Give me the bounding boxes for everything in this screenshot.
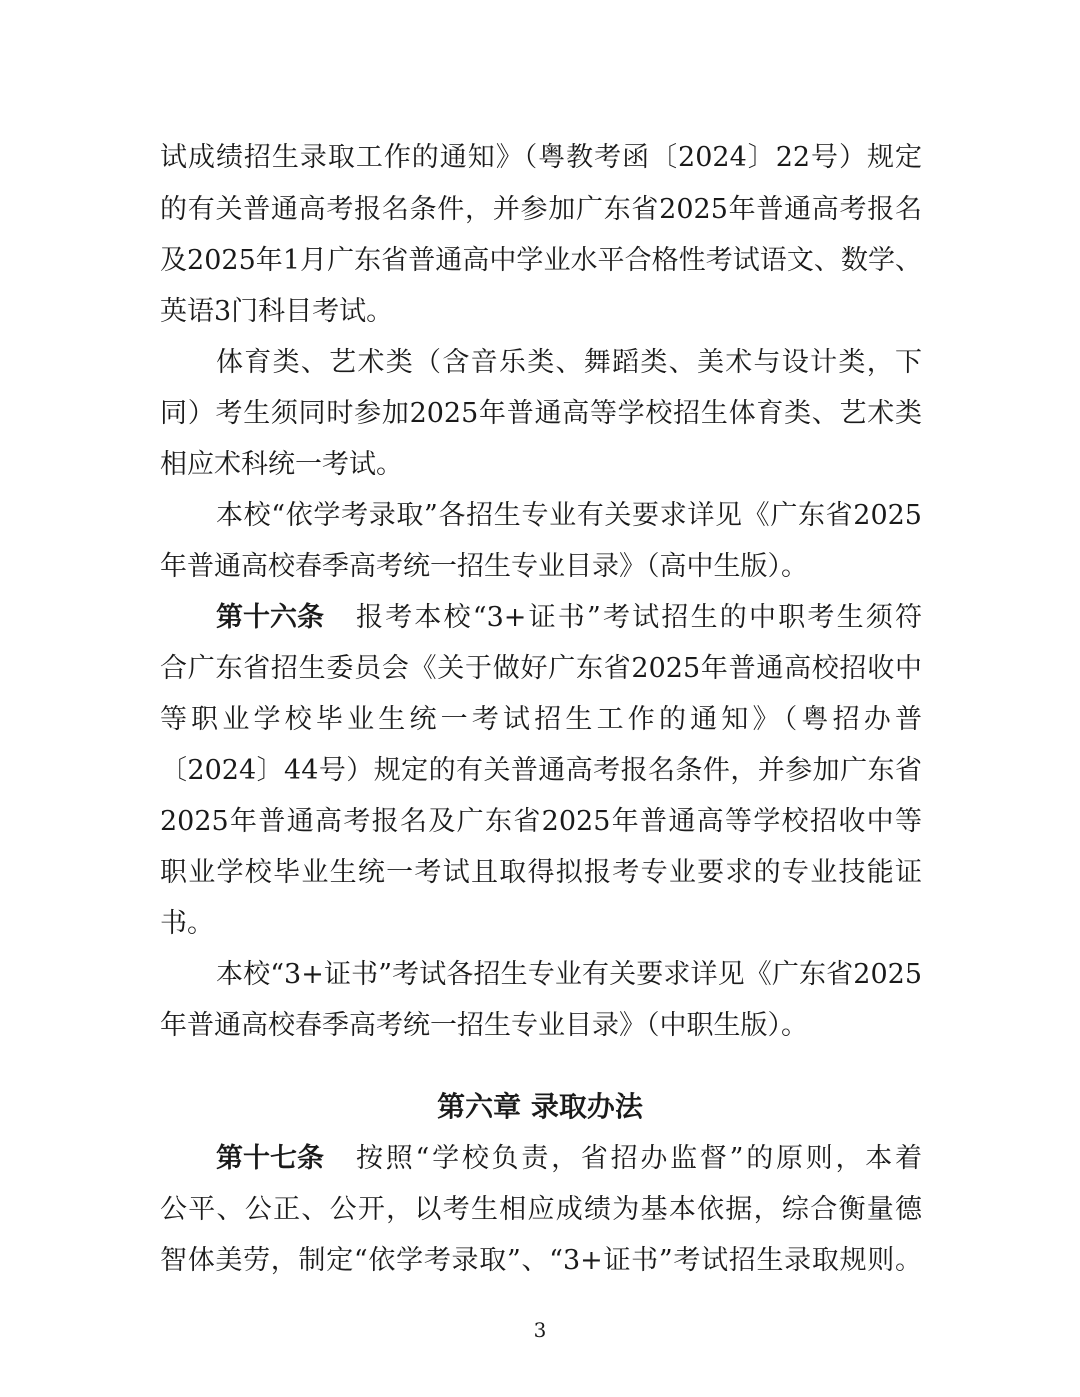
article-16-label-text: 第十六条: [216, 602, 324, 633]
p3-line-2: 年普通高校春季高考统一招生专业目录》（高中生版）。: [160, 551, 808, 582]
p1-line-1: 试成绩招生录取工作的通知》（粤教考函〔2024〕22号）规定: [160, 142, 922, 173]
p1-line-4: 英语3门科目考试。: [160, 296, 394, 327]
article-17-label: [216, 1141, 356, 1177]
p1-line-3: 及2025年1月广东省普通高中学业水平合格性考试语文、数学、: [160, 245, 922, 276]
page-number: 3: [533, 1318, 547, 1342]
p4-line-4: 〔2024〕44号）规定的有关普通高考报名条件，并参加广东省: [160, 755, 922, 786]
p4-line-1: 报考本校“3+证书”考试招生的中职考生须符: [356, 602, 922, 633]
p4-line-2: 合广东省招生委员会《关于做好广东省2025年普通高校招收中: [160, 653, 922, 684]
p1-line-2: 的有关普通高考报名条件，并参加广东省2025年普通高考报名: [160, 194, 922, 225]
p4-line-3: 等职业学校毕业生统一考试招生工作的通知》（粤招办普: [160, 704, 922, 735]
p2-line-2: 同）考生须同时参加2025年普通高等学校招生体育类、艺术类: [160, 398, 922, 429]
article-17-label-text: 第十七条: [216, 1143, 324, 1174]
p6-line-1: 按照“学校负责，省招办监督”的原则，本着: [356, 1143, 922, 1174]
article-16-label: [216, 600, 356, 636]
chapter-heading: 第六章 录取办法: [437, 1090, 643, 1123]
p3-line-1: 本校“依学考录取”各招生专业有关要求详见《广东省2025: [216, 500, 922, 531]
p2-line-1: 体育类、艺术类（含音乐类、舞蹈类、美术与设计类，下: [216, 347, 922, 378]
p5-line-1: 本校“3+证书”考试各招生专业有关要求详见《广东省2025: [216, 959, 922, 990]
p5-line-2: 年普通高校春季高考统一招生专业目录》（中职生版）。: [160, 1010, 808, 1041]
p4-line-5: 2025年普通高考报名及广东省2025年普通高等学校招收中等: [160, 806, 922, 837]
p2-line-3: 相应术科统一考试。: [160, 449, 403, 480]
p6-line-2: 公平、公正、公开，以考生相应成绩为基本依据，综合衡量德: [160, 1194, 922, 1225]
p4-line-6: 职业学校毕业生统一考试且取得拟报考专业要求的专业技能证: [160, 857, 922, 888]
p6-line-3: 智体美劳，制定“依学考录取”、“3+证书”考试招生录取规则。: [160, 1245, 922, 1276]
p4-line-7: 书。: [160, 908, 214, 939]
